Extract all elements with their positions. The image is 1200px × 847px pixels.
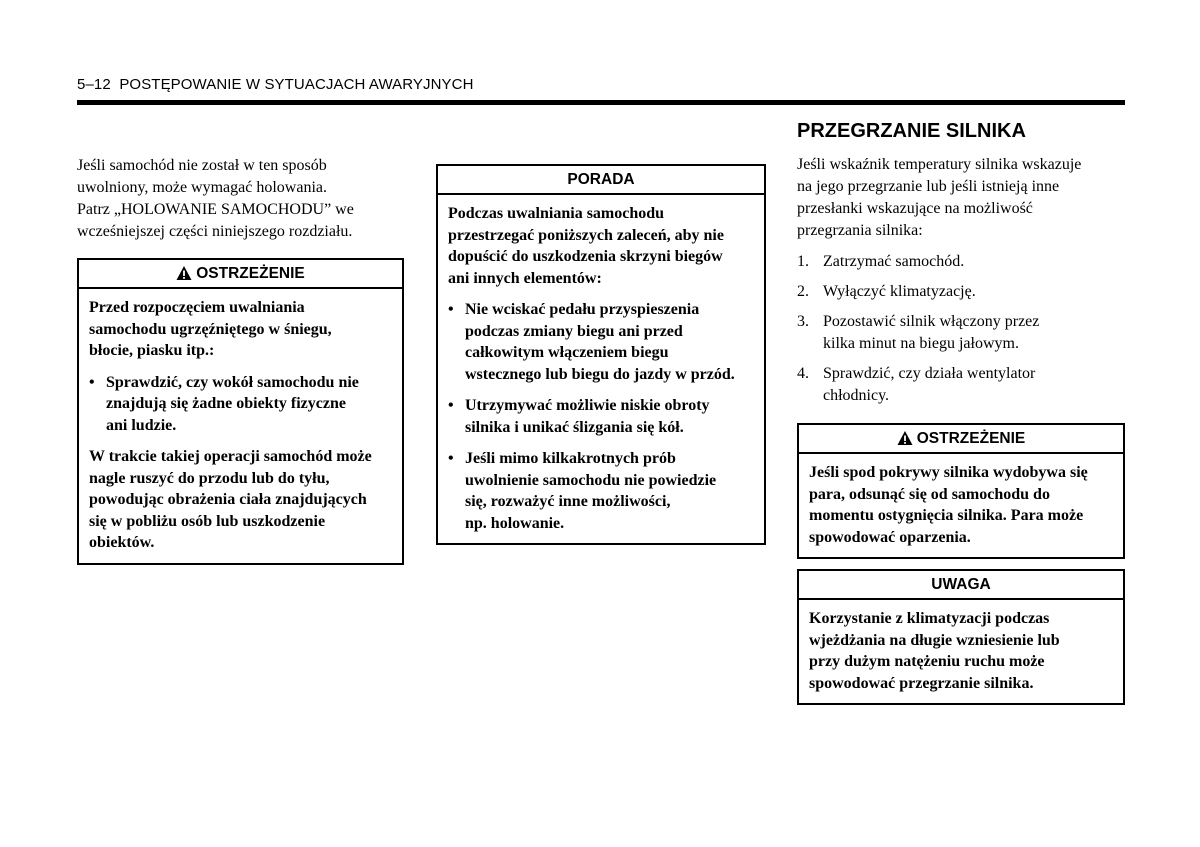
text-line: Sprawdzić, czy działa wentylator (823, 365, 1036, 382)
list-item (448, 395, 754, 438)
text-line: W trakcie takiej operacji samochód może (89, 448, 372, 465)
text-line: Nie wciskać pedału przyspieszenia (465, 301, 700, 318)
tip-box-header: PORADA (438, 166, 764, 195)
text-line: momentu ostygnięcia silnika. Para może (809, 507, 1084, 524)
list-item (89, 372, 392, 437)
text-line: kilka minut na biegu jałowym. (823, 335, 1019, 352)
text-line: Sprawdzić, czy wokół samochodu nie (106, 373, 359, 391)
header-rule (77, 100, 1125, 105)
warning-triangle-icon (176, 263, 192, 290)
text-line: Zatrzymać samochód. (823, 253, 965, 270)
text-line: przestrzegać poniższych zaleceń, aby nie (448, 226, 724, 244)
text-line: Jeśli samochód nie został w ten sposób (77, 157, 327, 174)
text-line: uwolnienie samochodu nie powiedzie (465, 471, 717, 489)
warning-box-body (79, 289, 402, 563)
warning-triangle-icon (897, 428, 913, 455)
overheating-intro-paragraph (797, 154, 1125, 242)
text-line: wstecznego lub biegu do jazdy w przód. (465, 365, 735, 383)
text-line: przy dużym natężeniu ruchu może (809, 653, 1045, 670)
text-line: błocie, piasku itp.: (89, 342, 215, 359)
text-line: np. holowanie. (465, 514, 565, 532)
list-item (448, 299, 754, 385)
section-title: POSTĘPOWANIE W SYTUACJACH AWARYJNYCH (119, 76, 474, 93)
list-item (797, 281, 1125, 303)
freeing-intro-paragraph (77, 155, 404, 243)
warning-box-header (79, 260, 402, 289)
bullet-icon: • (448, 397, 454, 414)
text-line: się, rozważyć inne możliwości, (465, 493, 671, 510)
text-line: Pozostawić silnik włączony przez (823, 313, 1040, 330)
text-line: uwolniony, może wymagać holowania. (77, 179, 328, 196)
text-line: dopuścić do uszkodzenia skrzyni biegów (448, 248, 723, 265)
step-number: 4. (797, 365, 809, 382)
warning-title: OSTRZEŻENIE (196, 265, 305, 282)
warning-tail (89, 446, 392, 554)
section-heading: PRZEGRZANIE SILNIKA (797, 120, 1026, 142)
text-line: Wyłączyć klimatyzację. (823, 283, 976, 300)
list-item (797, 251, 1125, 273)
note-box-header: UWAGA (799, 571, 1123, 600)
text-line: nagle ruszyć do przodu lub do tyłu, (89, 469, 330, 487)
text-line: przesłanki wskazujące na możliwość (797, 200, 1033, 217)
warning-bullet-list (89, 372, 392, 437)
text-line: spowodować przegrzanie silnika. (809, 674, 1034, 692)
text-line: obiektów. (89, 534, 155, 551)
note-box-body (799, 600, 1123, 703)
text-line: na jego przegrzanie lub jeśli istnieją inne (797, 178, 1060, 195)
tip-bullet-list (448, 299, 754, 534)
text-line: Patrz „HOLOWANIE SAMOCHODU” we (77, 201, 354, 218)
middle-column (436, 164, 766, 545)
page-reference: 5–12 (77, 76, 111, 93)
text-line: samochodu ugrzęźniętego w śniegu, (89, 320, 332, 338)
tip-box (436, 164, 766, 545)
tip-lead (448, 203, 754, 289)
list-item (797, 363, 1125, 407)
warning-box-header (799, 425, 1123, 454)
warning-box-steam (797, 423, 1125, 559)
page-header (77, 76, 474, 93)
steps-list (797, 251, 1125, 407)
step-number: 3. (797, 313, 809, 330)
warning-box-freeing (77, 258, 404, 565)
tip-box-body (438, 195, 764, 543)
list-item (448, 448, 754, 534)
text-line: Utrzymywać możliwie niskie obroty (465, 397, 710, 414)
text-line: podczas zmiany biegu ani przed (465, 322, 683, 340)
step-number: 1. (797, 253, 809, 270)
step-number: 2. (797, 283, 809, 300)
text-line: znajdują się żadne obiekty fizyczne (106, 395, 346, 412)
text-line: silnika i unikać ślizgania się kół. (465, 418, 684, 436)
bullet-icon: • (448, 301, 454, 318)
text-line: wcześniejszej części niniejszego rozdziału. (77, 223, 353, 240)
right-column (797, 118, 1125, 705)
note-box (797, 569, 1125, 705)
text-line: Podczas uwalniania samochodu (448, 205, 665, 222)
text-line: Jeśli mimo kilkakrotnych prób (465, 450, 676, 467)
left-column (77, 155, 404, 565)
text-line: spowodować oparzenia. (809, 528, 971, 546)
text-line: wjeżdżania na długie wzniesienie lub (809, 631, 1060, 649)
text-line: przegrzania silnika: (797, 222, 923, 239)
text-line: Jeśli wskaźnik temperatury silnika wskazuje (797, 156, 1082, 173)
text-line: się w pobliżu osób lub uszkodzenie (89, 512, 326, 530)
bullet-icon: • (448, 450, 454, 467)
warning-title: OSTRZEŻENIE (916, 430, 1026, 447)
text-line: para, odsunąć się od samochodu do (809, 485, 1050, 503)
text-line: ani ludzie. (106, 416, 177, 434)
list-item (797, 311, 1125, 355)
bullet-icon: • (89, 373, 95, 391)
warning-box-body (799, 454, 1123, 557)
text-line: Korzystanie z klimatyzacji podczas (809, 610, 1050, 627)
text-line: Jeśli spod pokrywy silnika wydobywa się (809, 464, 1088, 481)
warning-lead (89, 297, 392, 362)
text-line: powodując obrażenia ciała znajdujących (89, 491, 367, 508)
text-line: Przed rozpoczęciem uwalniania (89, 299, 305, 316)
note-text (809, 608, 1113, 694)
text-line: chłodnicy. (823, 387, 890, 404)
warning-text (809, 462, 1113, 548)
text-line: ani innych elementów: (448, 269, 602, 287)
text-line: całkowitym włączeniem biegu (465, 344, 669, 361)
